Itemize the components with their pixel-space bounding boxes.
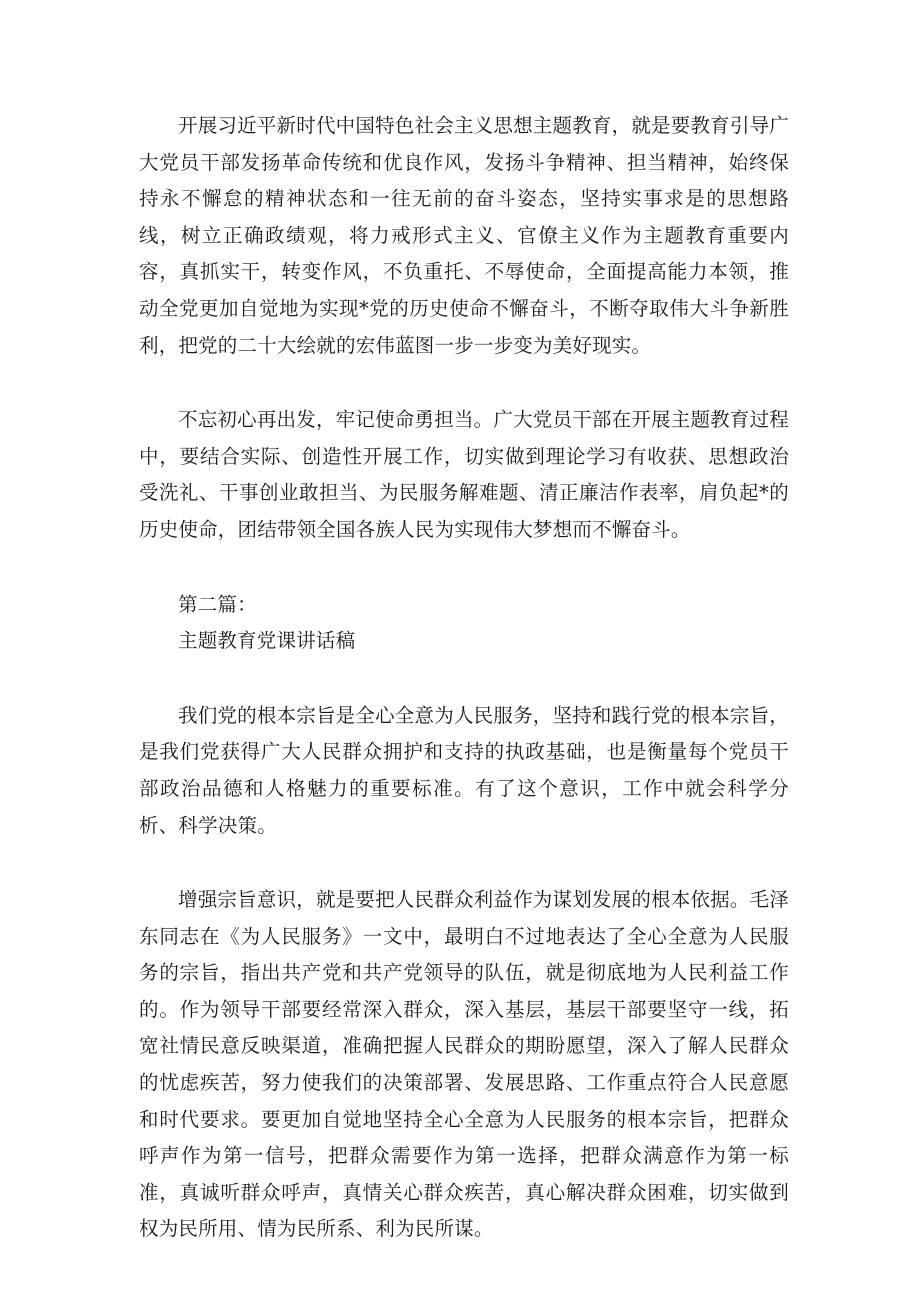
paragraph-gap [139,364,789,402]
document-body [139,108,789,1248]
paragraph-3: 我们党的根本宗旨是全心全意为人民服务，坚持和践行党的根本宗旨，是我们党获得广大人民群众拥护和支持的执政基础，也是衡量每个党员干部政治品德和人格魅力的重要标准。有了这个意识，工作中就会科学分析、科学决策。 [139,703,789,837]
paragraph-gap [139,844,789,882]
paragraph-4: 增强宗旨意识，就是要把人民群众利益作为谋划发展的根本依据。毛泽东同志在《为人民服务》一文中，最明白不过地表达了全心全意为人民服务的宗旨，指出共产党和共产党领导的队伍，就是彻底地为人民利益工作的。作为领导干部要经常深入群众，深入基层，基层干部要坚守一线，拓宽社情民意反映渠道，准确把握人民群众的期盼愿望，深入了解人民群众的忧虑疾苦，努力使我们的决策部署、发展思路、工作重点符合人民意愿和时代要求。要更加自觉地坚持全心全意为人民服务的根本宗旨，把群众呼声作为第一信号，把群众需要作为第一选择，把群众满意作为第一标准，真诚听群众呼声，真情关心群众疾苦，真心解决群众困难，切实做到权为民所用、情为民所系、利为民所谋。 [139,888,789,1241]
section-label: 第二篇： [178,592,257,616]
paragraph-gap [139,549,789,587]
section-title: 主题教育党课讲话稿 [178,629,356,653]
paragraph-1: 开展习近平新时代中国特色社会主义思想主题教育，就是要教育引导广大党员干部发扬革命传统和优良作风，发扬斗争精神、担当精神，始终保持永不懈怠的精神状态和一往无前的奋斗姿态，坚持实事求是的思想路线，树立正确政绩观，将力戒形式主义、官僚主义作为主题教育重要内容，真抓实干，转变作风，不负重托、不辱使命，全面提高能力本领，推动全党更加自觉地为实现*党的历史使命不懈奋斗，不断夺取伟大斗争新胜利，把党的二十大绘就的宏伟蓝图一步一步变为美好现实。 [139,114,789,357]
paragraph-gap [139,660,789,698]
paragraph-2: 不忘初心再出发，牢记使命勇担当。广大党员干部在开展主题教育过程中，要结合实际、创造性开展工作，切实做到理论学习有收获、思想政治受洗礼、干事创业敢担当、为民服务解难题、清正廉洁作表率，肩负起*的历史使命，团结带领全国各族人民为实现伟大梦想而不懈奋斗。 [139,408,789,541]
